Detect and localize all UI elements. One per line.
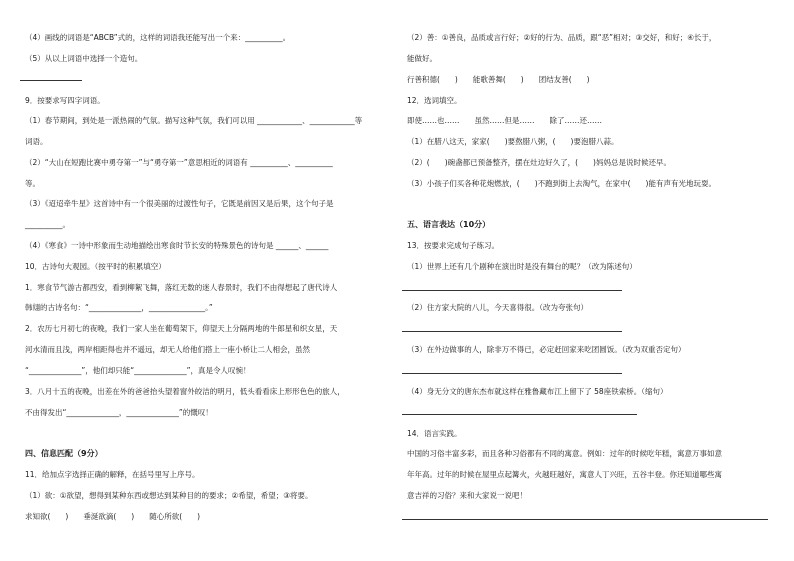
- question-line: 行善积德( ) 能歌善舞( ) 团结友善( ): [407, 75, 590, 84]
- answer-blank-line[interactable]: [402, 331, 622, 332]
- question-line: 年年高。过年的时候在屋里点起篝火，火越旺越好，寓意人丁兴旺，五谷丰登。你还知道哪些寓: [407, 470, 722, 479]
- question-line: __________。: [25, 220, 70, 229]
- section-heading: 四、信息匹配（9分）: [25, 449, 103, 458]
- question-line: （2）住方家大院的八儿，今天喜得很。（改为夸张句）: [407, 303, 589, 312]
- question-line: 1．寒食节气游古都西安，看到柳絮飞舞，落红无数的迷人春景时，我们不由得想起了唐代诗人: [25, 283, 338, 292]
- answer-blank-line[interactable]: [402, 373, 622, 374]
- question-line: 求知欲( ) 垂涎欲滴( ) 随心所欲( ): [25, 512, 201, 521]
- question-line: 即使……也…… 虽然……但是…… 除了……还……: [407, 116, 602, 125]
- question-line: （1）欲：①欲望，想得到某种东西或想达到某种目的的要求；②希望，希望；③将要。: [25, 491, 313, 500]
- question-title: 9．按要求写四字词语。: [25, 96, 105, 105]
- question-line: 能做好。: [407, 54, 437, 63]
- right-column: [402, 0, 774, 561]
- question-line: （5）从以上词语中选择一个造句。: [25, 54, 143, 63]
- answer-blank-line[interactable]: [402, 290, 622, 291]
- answer-blank-line[interactable]: [20, 80, 82, 81]
- question-title: 14．语言实践。: [407, 429, 462, 438]
- question-line: （2）( )碗盏都已预备整齐，摆在灶边好久了，( )妈妈总是说时候还早。: [407, 158, 671, 167]
- question-line: （2）“大山在短跑比赛中勇夺第一”与“勇夺第一”意思相近的词语有 __________、__________: [25, 158, 333, 167]
- question-line: （4）画线的词语是“ABCB”式的，这样的词语我还能写出一个来：__________。: [25, 33, 291, 42]
- question-line: 等。: [25, 179, 40, 188]
- question-line: （1）春节期间，到处是一派热闹的气氛。描写这种气氛，我们可以用 ____________、____________等: [25, 116, 363, 125]
- question-line: （1）世界上还有几个剧种在演出时是没有舞台的呢？（改为陈述句）: [407, 262, 637, 271]
- question-title: 11．给加点字选择正确的解释，在括号里写上序号。: [25, 470, 200, 479]
- question-line: （1）在腊八这天，家家( )要熬腊八粥，( )要泡腊八蒜。: [407, 137, 619, 146]
- question-line: 词语。: [25, 137, 48, 146]
- section-heading: 五、语言表达（10分）: [407, 220, 491, 229]
- question-line: （4）身无分文的唐东杰布就这样在雅鲁藏布江上留下了 58座铁索桥。（缩句）: [407, 387, 668, 396]
- question-line: （3）小孩子们买各种花炮燃放，( )不跑到街上去淘气，在家中( )能有声有光地玩耍。: [407, 179, 716, 188]
- question-line: （2）善：①善良，品质或言行好；②好的行为、品质，跟“恶”相对；③交好，和好；④长于，: [407, 33, 717, 42]
- question-title: 13．按要求完成句子练习。: [407, 241, 500, 250]
- question-line: （4）《寒食》一诗中形象而生动地描绘出寒食时节长安的特殊景色的诗句是 ______、______: [25, 241, 329, 250]
- question-line: 3．八月十五的夜晚，出差在外的爸爸抬头望着窗外皎洁的明月，低头看看床上形形色色的旅人，: [25, 387, 345, 396]
- question-line: 中国的习俗丰富多彩，而且各种习俗都有不同的寓意。例如：过年的时候吃年糕，寓意万事如意: [407, 449, 722, 458]
- question-line: 河水清而且浅，两岸相距得也并不遥远，却无人给他们搭上一座小桥让二人相会，虽然: [25, 345, 310, 354]
- question-line: （3）在外边做事的人，除非万不得已，必定赶回家来吃团圆饭。（改为双重否定句）: [407, 345, 686, 354]
- question-line: 2．农历七月初七的夜晚，我们一家人坐在葡萄架下，仰望天上分隔两地的牛郎星和织女星，天: [25, 324, 338, 333]
- answer-blank-line[interactable]: [402, 414, 637, 415]
- question-title: 12．选词填空。: [407, 96, 462, 105]
- left-column: [20, 0, 395, 561]
- question-line: 韩翃的古诗名句：“______________，_______________。”: [25, 303, 213, 312]
- answer-blank-line[interactable]: [402, 519, 768, 520]
- question-line: （3）《迢迢牵牛星》这首诗中有一个很美丽的过渡性句子，它既是前因又是后果，这个句子是: [25, 199, 334, 208]
- question-line: “______________”，他们却只能“______________”，真是令人叹惋！: [25, 366, 251, 375]
- question-line: 意吉祥的习俗？来和大家说一说吧！: [407, 491, 527, 500]
- question-line: 不由得发出“______________，______________”的慨叹！: [25, 408, 213, 417]
- question-title: 10．古诗句大观园。（按平时的积累填空）: [25, 262, 166, 271]
